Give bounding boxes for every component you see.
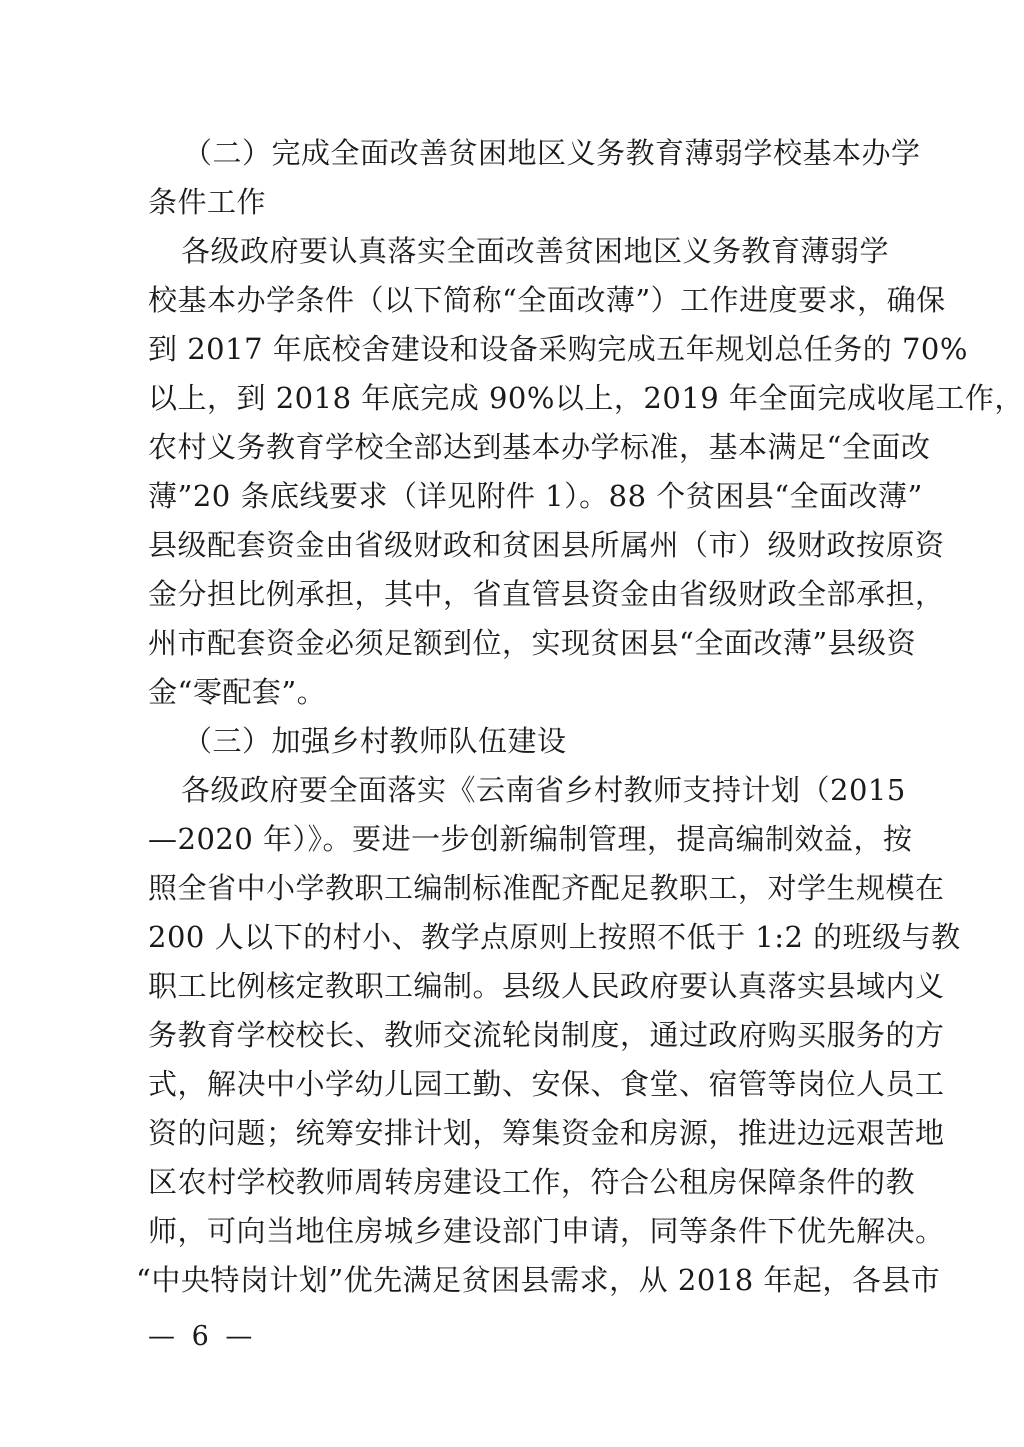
section-heading-2-cont: 条件工作 [148, 185, 267, 219]
paragraph-line: 务教育学校校长、教师交流轮岗制度，通过政府购买服务的方 [148, 1018, 945, 1052]
paragraph-line: 州市配套资金必须足额到位，实现贫困县“全面改薄”县级资 [148, 626, 917, 660]
page-number: — 6 — [148, 1321, 257, 1352]
paragraph-line: 金“零配套”。 [148, 675, 327, 709]
paragraph-line: 资的问题；统筹安排计划，筹集资金和房源，推进边远艰苦地 [148, 1116, 945, 1150]
paragraph-line: “中央特岗计划”优先满足贫困县需求，从 2018 年起，各县市 [136, 1263, 941, 1297]
paragraph-line: 农村义务教育学校全部达到基本办学标准，基本满足“全面改 [148, 430, 931, 464]
paragraph-line: 200 人以下的村小、教学点原则上按照不低于 1:2 的班级与教 [148, 920, 961, 954]
paragraph-line: 各级政府要认真落实全面改善贫困地区义务教育薄弱学 [181, 234, 890, 268]
paragraph-line: 师，可向当地住房城乡建设部门申请，同等条件下优先解决。 [148, 1214, 945, 1248]
paragraph-line: 校基本办学条件（以下简称“全面改薄”）工作进度要求，确保 [148, 283, 946, 317]
paragraph-line: 职工比例核定教职工编制。县级人民政府要认真落实县域内义 [148, 969, 945, 1003]
paragraph-line: 县级配套资金由省级财政和贫困县所属州（市）级财政按原资 [148, 528, 945, 562]
paragraph-line: 各级政府要全面落实《云南省乡村教师支持计划（2015 [181, 773, 906, 807]
paragraph-line: 照全省中小学教职工编制标准配齐配足教职工，对学生规模在 [148, 871, 945, 905]
paragraph-line: 金分担比例承担，其中，省直管县资金由省级财政全部承担， [148, 577, 945, 611]
section-heading-2: （二）完成全面改善贫困地区义务教育薄弱学校基本办学 [183, 136, 921, 170]
paragraph-line: 以上，到 2018 年底完成 90%以上，2019 年全面完成收尾工作， [148, 381, 1024, 415]
paragraph-line: 到 2017 年底校舍建设和设备采购完成五年规划总任务的 70% [148, 332, 968, 366]
paragraph-line: 区农村学校教师周转房建设工作，符合公租房保障条件的教 [148, 1165, 916, 1199]
paragraph-line: 式，解决中小学幼儿园工勤、安保、食堂、宿管等岗位人员工 [148, 1067, 945, 1101]
paragraph-line: —2020 年）》。要进一步创新编制管理，提高编制效益，按 [148, 822, 913, 856]
paragraph-line: 薄”20 条底线要求（详见附件 1）。88 个贫困县“全面改薄” [148, 479, 923, 513]
section-heading-3: （三）加强乡村教师队伍建设 [183, 724, 567, 758]
